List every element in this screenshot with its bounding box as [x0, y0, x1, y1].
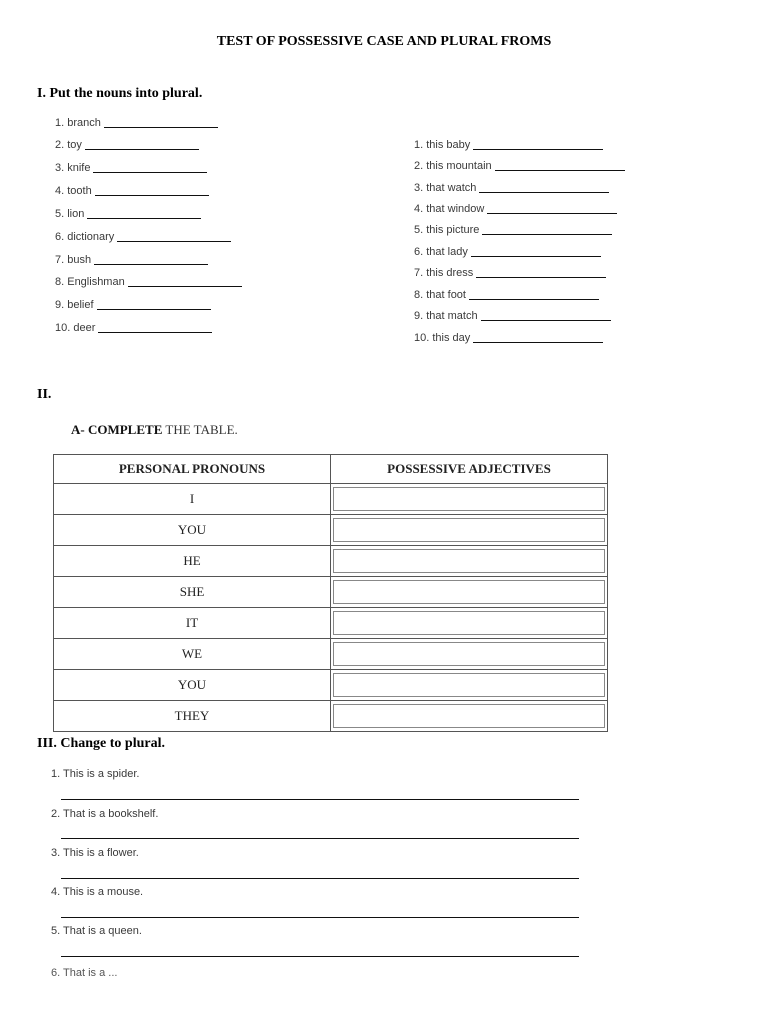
noun-label: 6. dictionary — [55, 231, 115, 243]
noun-label: 1. this baby — [414, 139, 471, 151]
answer-blank[interactable] — [95, 194, 209, 196]
answer-blank[interactable] — [117, 240, 231, 242]
table-row — [54, 639, 608, 670]
sentence-6-cut-off: 6. That is a ... — [51, 967, 118, 979]
answer-box[interactable] — [333, 580, 605, 604]
answer-cell[interactable] — [331, 484, 608, 515]
pronoun-cell: YOU — [54, 670, 331, 701]
header-possessive-adjectives: POSSESSIVE ADJECTIVES — [331, 455, 608, 484]
list-item — [414, 332, 603, 344]
noun-label: 9. belief — [55, 299, 94, 311]
answer-box[interactable] — [333, 518, 605, 542]
sentence-3: 3. This is a flower. — [51, 847, 139, 859]
answer-cell[interactable] — [331, 515, 608, 546]
answer-cell[interactable] — [331, 546, 608, 577]
answer-cell[interactable] — [331, 577, 608, 608]
answer-blank[interactable] — [473, 341, 603, 343]
instruction-bold: A- COMPLETE — [71, 422, 163, 437]
answer-blank[interactable] — [87, 217, 201, 219]
answer-blank[interactable] — [473, 148, 603, 150]
list-item — [55, 322, 212, 334]
noun-label: 4. that window — [414, 203, 485, 215]
list-item — [55, 185, 209, 197]
pronoun-cell: YOU — [54, 515, 331, 546]
instruction-rest: THE TABLE. — [162, 422, 238, 437]
list-item — [414, 289, 599, 301]
table-row — [54, 577, 608, 608]
noun-label: 4. tooth — [55, 185, 92, 197]
table-instruction — [71, 422, 238, 438]
answer-blank[interactable] — [94, 263, 208, 265]
answer-line[interactable] — [61, 838, 579, 839]
answer-blank[interactable] — [471, 255, 601, 257]
noun-label: 6. that lady — [414, 246, 468, 258]
list-item — [414, 139, 603, 151]
answer-blank[interactable] — [128, 285, 242, 287]
list-item — [414, 182, 609, 194]
answer-cell[interactable] — [331, 639, 608, 670]
sentence-1: 1. This is a spider. — [51, 768, 140, 780]
answer-box[interactable] — [333, 611, 605, 635]
list-item — [414, 224, 612, 236]
answer-line[interactable] — [61, 917, 579, 918]
list-item — [414, 267, 606, 279]
answer-cell[interactable] — [331, 670, 608, 701]
noun-label: 3. that watch — [414, 182, 477, 194]
answer-cell[interactable] — [331, 701, 608, 732]
noun-label: 5. this picture — [414, 224, 480, 236]
answer-blank[interactable] — [495, 169, 625, 171]
answer-blank[interactable] — [476, 276, 606, 278]
page-title: TEST OF POSSESSIVE CASE AND PLURAL FROMS — [216, 34, 552, 49]
list-item — [414, 246, 601, 258]
list-item — [414, 203, 617, 215]
answer-blank[interactable] — [104, 126, 218, 128]
list-item — [55, 276, 242, 288]
section-2-heading: II. — [37, 387, 52, 402]
table-row — [54, 484, 608, 515]
noun-label: 10. this day — [414, 332, 471, 344]
answer-blank[interactable] — [482, 233, 612, 235]
pronoun-cell: THEY — [54, 701, 331, 732]
section-1-heading: I. Put the nouns into plural. — [37, 86, 203, 101]
noun-label: 3. knife — [55, 162, 91, 174]
list-item — [55, 117, 218, 129]
list-item — [55, 231, 231, 243]
answer-blank[interactable] — [98, 331, 212, 333]
section-3-heading: III. Change to plural. — [37, 736, 165, 751]
answer-blank[interactable] — [469, 298, 599, 300]
header-personal-pronouns: PERSONAL PRONOUNS — [54, 455, 331, 484]
answer-blank[interactable] — [97, 308, 211, 310]
list-item — [414, 160, 625, 172]
list-item — [55, 208, 201, 220]
answer-box[interactable] — [333, 549, 605, 573]
table-row — [54, 701, 608, 732]
noun-label: 1. branch — [55, 117, 101, 129]
list-item — [55, 139, 199, 151]
answer-line[interactable] — [61, 799, 579, 800]
answer-blank[interactable] — [93, 171, 207, 173]
answer-line[interactable] — [61, 956, 579, 957]
pronoun-cell: WE — [54, 639, 331, 670]
list-item — [55, 162, 207, 174]
pronoun-cell: HE — [54, 546, 331, 577]
answer-blank[interactable] — [85, 148, 199, 150]
answer-blank[interactable] — [487, 212, 617, 214]
noun-label: 7. this dress — [414, 267, 474, 279]
answer-box[interactable] — [333, 704, 605, 728]
answer-box[interactable] — [333, 642, 605, 666]
table-row — [54, 515, 608, 546]
answer-box[interactable] — [333, 673, 605, 697]
sentence-2: 2. That is a bookshelf. — [51, 808, 159, 820]
noun-label: 9. that match — [414, 310, 478, 322]
noun-label: 5. lion — [55, 208, 85, 220]
pronoun-table — [53, 454, 608, 732]
noun-label: 8. that foot — [414, 289, 466, 301]
table-row — [54, 546, 608, 577]
table-row — [54, 670, 608, 701]
noun-label: 2. this mountain — [414, 160, 492, 172]
list-item — [55, 254, 208, 266]
noun-label: 7. bush — [55, 254, 92, 266]
answer-box[interactable] — [333, 487, 605, 511]
noun-label: 8. Englishman — [55, 276, 125, 288]
sentence-4: 4. This is a mouse. — [51, 886, 144, 898]
answer-line[interactable] — [61, 878, 579, 879]
table-header-row — [54, 455, 608, 484]
sentence-5: 5. That is a queen. — [51, 925, 142, 937]
list-item — [55, 299, 211, 311]
list-item — [414, 310, 611, 322]
pronoun-cell: IT — [54, 608, 331, 639]
answer-cell[interactable] — [331, 608, 608, 639]
answer-blank[interactable] — [479, 191, 609, 193]
pronoun-cell: SHE — [54, 577, 331, 608]
answer-blank[interactable] — [481, 319, 611, 321]
noun-label: 10. deer — [55, 322, 96, 334]
noun-label: 2. toy — [55, 139, 82, 151]
pronoun-cell: I — [54, 484, 331, 515]
table-row — [54, 608, 608, 639]
